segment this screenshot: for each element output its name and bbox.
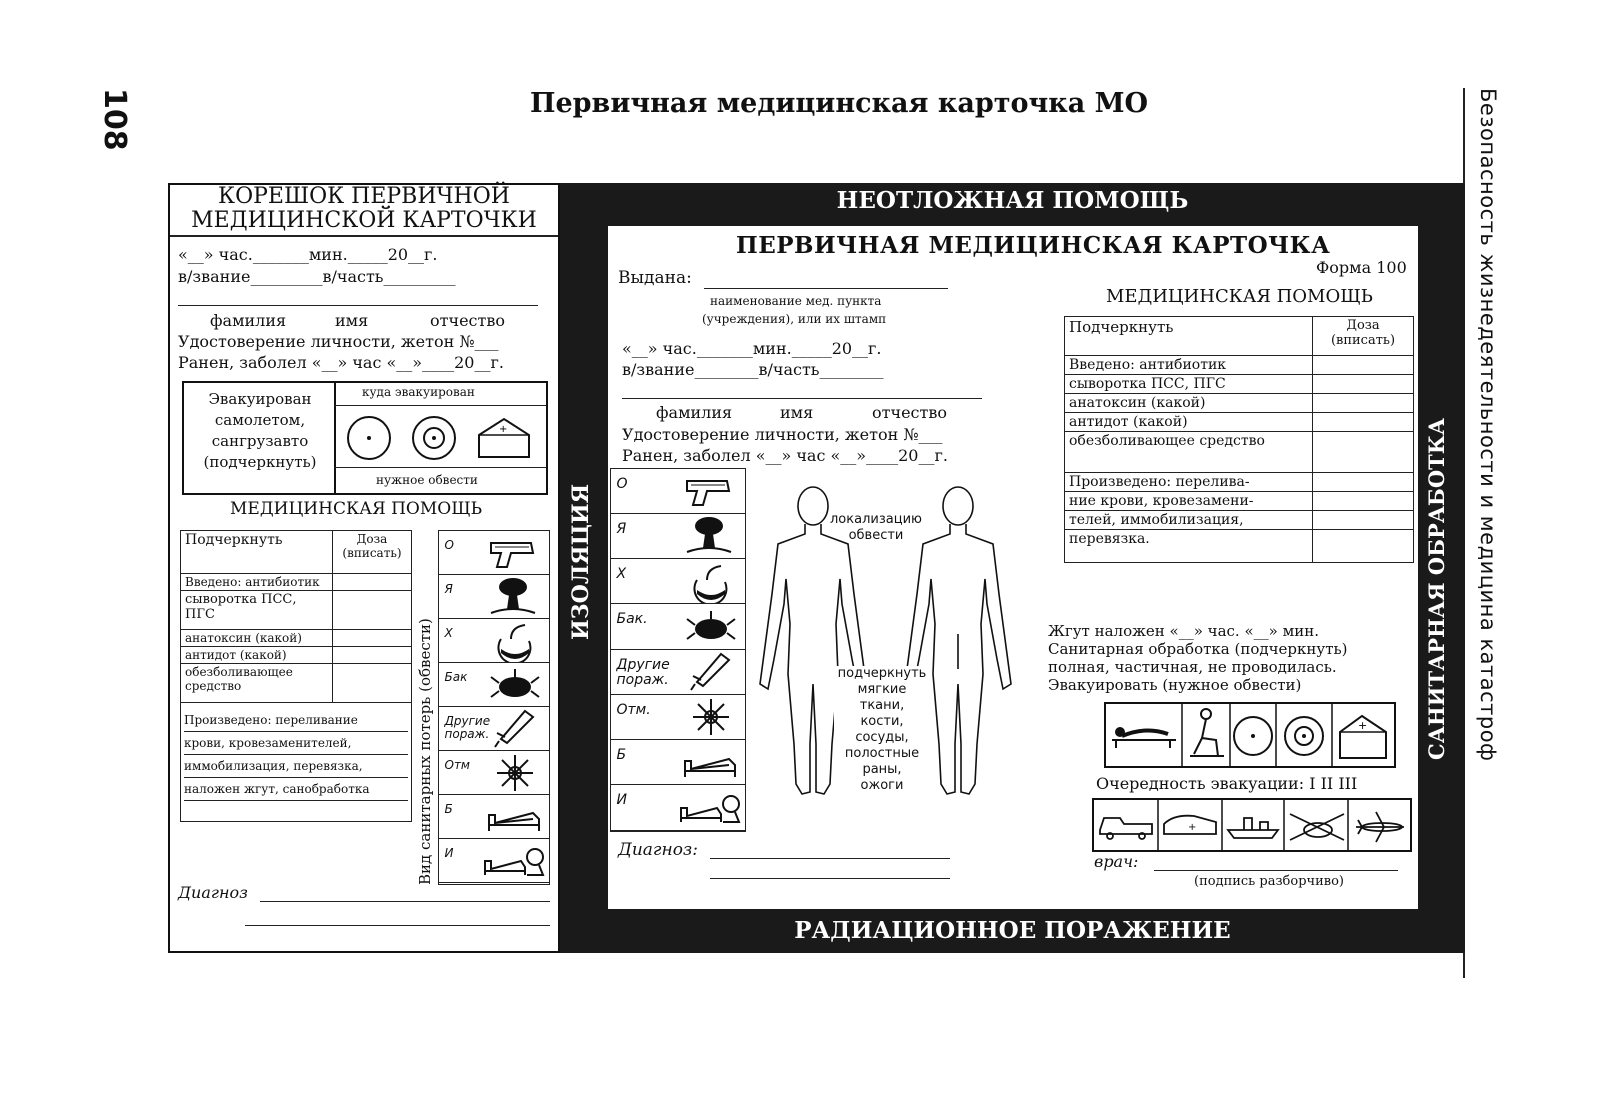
- doctor-label: врач:: [1094, 852, 1139, 871]
- stub-dose-cell[interactable]: [333, 630, 412, 647]
- dagger-icon: [495, 711, 533, 747]
- ship-icon: [1228, 818, 1278, 838]
- nuclear-mushroom-icon: [687, 517, 731, 552]
- plane-target-icon: [1234, 717, 1272, 755]
- card-title: ПЕРВИЧНАЯ МЕДИЦИНСКАЯ КАРТОЧКА: [736, 232, 1331, 259]
- chemical-flask-icon: [677, 560, 741, 604]
- bacteria-bug-icon: [687, 611, 735, 639]
- bed-patient-icon: [681, 796, 739, 822]
- card-dose-cell[interactable]: [1313, 511, 1414, 530]
- frost-burst-icon: [481, 751, 545, 795]
- issued-note2: (учреждения), или их штамп: [702, 312, 887, 326]
- stub-wounded-line: Ранен, заболел «__» час «__»____20__г.: [178, 353, 504, 372]
- icon-cell[interactable]: [438, 530, 550, 576]
- bed-icon: [481, 795, 545, 839]
- icon-cell[interactable]: [610, 513, 746, 560]
- icon-cell-label: Б: [616, 747, 627, 763]
- card-patronymic-label: отчество: [872, 403, 947, 422]
- bacteria-bug-icon: [491, 669, 539, 697]
- svg-text:+: +: [1358, 719, 1368, 732]
- nuclear-mushroom-icon: [677, 514, 741, 558]
- icon-cell-label: О: [616, 475, 628, 492]
- card-row-serum: сыворотка ПСС, ПГС: [1065, 375, 1313, 394]
- frost-burst-icon: [677, 695, 741, 739]
- card-row-anatoxin: анатоксин (какой): [1065, 394, 1313, 413]
- right-band-label: САНИТАРНАЯ ОБРАБОТКА: [1424, 418, 1449, 760]
- card-row-done2: ние крови, кровезамени-: [1065, 492, 1313, 511]
- tourniquet-line: Жгут наложен «__» час. «__» мин.: [1048, 622, 1320, 640]
- card-body: [608, 226, 1418, 909]
- icon-cell-label: И: [444, 845, 454, 860]
- stub-rank-line: в/звание_________в/часть_________: [178, 267, 456, 286]
- icon-cell-label: Другие пораж.: [444, 713, 491, 741]
- icon-cell-label: Отм: [444, 757, 470, 772]
- side-title: Безопасность жизнедеятельности и медицина катастроф: [1476, 88, 1500, 762]
- dagger-icon: [677, 650, 741, 694]
- pistol-icon: [677, 469, 741, 513]
- icon-cell-label: Бак: [444, 669, 468, 684]
- helicopter-icon: [1290, 814, 1344, 840]
- stub-row-serum: сыворотка ПСС, ПГС: [181, 591, 333, 630]
- card-dose-cell[interactable]: [1313, 413, 1414, 432]
- card-table-head-underline: Подчеркнуть: [1065, 317, 1313, 356]
- card-row-done3: телей, иммобилизация,: [1065, 511, 1313, 530]
- card-time-line: «__» час._______мин._____20__г.: [622, 339, 882, 358]
- stub-name-label: имя: [335, 311, 369, 330]
- icon-cell[interactable]: [438, 574, 550, 620]
- pistol-icon: [481, 531, 545, 575]
- bacteria-bug-icon: [481, 663, 545, 707]
- chemical-flask-icon: [481, 619, 545, 663]
- stub-vertical-label: Вид санитарных потерь (обвести): [416, 618, 434, 885]
- stub-evac-text: Эвакуирован самолетом, сангрузавто (подчеркнуть): [203, 390, 317, 471]
- bed-icon: [685, 759, 735, 777]
- stub-med-table: [180, 530, 412, 822]
- stretcher-icon: [1112, 728, 1176, 748]
- icon-cell[interactable]: [438, 838, 550, 884]
- stub-icon-column: [438, 530, 550, 885]
- left-band-label: ИЗОЛЯЦИЯ: [568, 483, 594, 640]
- bottom-band-label: РАДИАЦИОННОЕ ПОРАЖЕНИЕ: [794, 917, 1231, 944]
- card-stub: [168, 183, 560, 953]
- envelope-icon: [479, 419, 529, 457]
- frost-burst-icon: [693, 699, 729, 735]
- stub-dose-cell[interactable]: [333, 574, 412, 591]
- sanitation-line1: Санитарная обработка (подчеркнуть): [1048, 640, 1348, 658]
- ambulance-icon: [1164, 816, 1216, 834]
- icon-cell-label: Х: [616, 566, 627, 582]
- icon-cell[interactable]: [438, 706, 550, 752]
- bed-patient-icon: [481, 839, 545, 883]
- double-circle-icon: [413, 417, 455, 459]
- icon-cell-label: И: [616, 792, 627, 809]
- pistol-icon: [687, 481, 729, 505]
- sanitation-line2: полная, частичная, не проводилась.: [1048, 658, 1337, 676]
- svg-text:+: +: [499, 424, 508, 435]
- icon-cell[interactable]: [610, 694, 746, 741]
- icon-cell-label: Б: [444, 801, 453, 816]
- bacteria-bug-icon: [677, 605, 741, 649]
- card-dose-cell[interactable]: [1313, 356, 1414, 375]
- dagger-icon: [691, 654, 729, 690]
- stub-dose-cell[interactable]: [333, 664, 412, 703]
- card-icon-column: [610, 468, 746, 832]
- stub-surname-label: фамилия: [210, 311, 287, 330]
- localize-label: локализацию обвести: [830, 512, 922, 543]
- svg-text:+: +: [1188, 822, 1197, 833]
- page-number: 108: [97, 88, 132, 151]
- pistol-icon: [491, 543, 533, 567]
- stub-row-anatoxin: анатоксин (какой): [181, 630, 333, 647]
- double-circle-icon: [1285, 717, 1323, 755]
- stub-row-analgesic: обезболивающее средство: [181, 664, 333, 703]
- card-name-label: имя: [780, 403, 814, 422]
- icon-cell[interactable]: [610, 784, 746, 831]
- card-wounded-line: Ранен, заболел «__» час «__»____20__г.: [622, 446, 948, 465]
- icon-cell[interactable]: [610, 603, 746, 650]
- icon-cell-label: Бак.: [616, 611, 648, 628]
- stub-evac-where: куда эвакуирован: [362, 385, 475, 399]
- card-id-line: Удостоверение личности, жетон №___: [622, 425, 943, 444]
- stub-table-head-dose: Доза (вписать): [333, 531, 412, 574]
- card-dose-cell[interactable]: [1313, 394, 1414, 413]
- icon-cell[interactable]: [438, 794, 550, 840]
- chemical-flask-icon: [498, 625, 530, 663]
- card-dose-cell[interactable]: [1313, 432, 1414, 473]
- card-rank-line: в/звание________в/часть________: [622, 360, 884, 379]
- transport-box[interactable]: [1092, 798, 1412, 852]
- underline-wound-label: подчеркнуть мягкие ткани, кости, сосуды, полостные раны, ожоги: [834, 666, 930, 794]
- card-table-head-dose: Доза (вписать): [1313, 317, 1414, 356]
- stub-dose-cell[interactable]: [333, 591, 412, 630]
- bed-icon: [677, 741, 741, 785]
- icon-cell-label: Я: [444, 581, 453, 596]
- bed-icon: [489, 813, 539, 831]
- icon-cell[interactable]: [438, 618, 550, 664]
- seated-person-icon: [1190, 709, 1224, 756]
- icon-cell-label: Другие пораж.: [616, 656, 670, 688]
- card-surname-label: фамилия: [656, 403, 733, 422]
- stub-table-head-underline: Подчеркнуть: [181, 531, 333, 574]
- airplane-icon: [1356, 812, 1404, 842]
- card-row-done1: Произведено: перелива-: [1065, 473, 1313, 492]
- stub-med-heading: МЕДИЦИНСКАЯ ПОМОЩЬ: [230, 499, 483, 519]
- card-row-antidote: антидот (какой): [1065, 413, 1313, 432]
- stub-dose-cell[interactable]: [333, 647, 412, 664]
- card-row-analgesic: обезболивающее средство: [1065, 432, 1313, 473]
- stub-diagnosis-label: Диагноз: [178, 883, 248, 902]
- icon-cell[interactable]: [438, 662, 550, 708]
- nuclear-mushroom-icon: [491, 578, 535, 613]
- card-dose-cell[interactable]: [1313, 473, 1414, 492]
- nuclear-mushroom-icon: [481, 575, 545, 619]
- stub-id-line: Удостоверение личности, жетон №___: [178, 332, 499, 351]
- stub-row-antibiotic: Введено: антибиотик: [181, 574, 333, 591]
- chemical-flask-icon: [694, 566, 726, 604]
- stub-evac-circle: нужное обвести: [376, 473, 478, 487]
- icon-cell[interactable]: [610, 739, 746, 786]
- icon-cell-label: Я: [616, 520, 627, 537]
- card-row-done4: перевязка.: [1065, 530, 1313, 563]
- icon-cell[interactable]: [610, 558, 746, 605]
- icon-cell[interactable]: [610, 468, 746, 515]
- issued-note1: наименование мед. пункта: [710, 294, 882, 308]
- bed-patient-icon: [485, 849, 543, 875]
- card-diagnosis-label: Диагноз:: [618, 840, 698, 860]
- icon-cell-label: О: [444, 537, 454, 552]
- card-dose-cell[interactable]: [1313, 492, 1414, 511]
- stub-patronymic-label: отчество: [430, 311, 505, 330]
- evacuate-line: Эвакуировать (нужное обвести): [1048, 676, 1302, 694]
- bed-patient-icon: [677, 786, 741, 830]
- icon-cell-label: Отм.: [616, 701, 651, 718]
- stub-time-line: «__» час._______мин._____20__г.: [178, 245, 438, 264]
- ambulance-envelope-icon: [1340, 716, 1386, 758]
- card-form-number: Форма 100: [1316, 258, 1407, 277]
- card-dose-cell[interactable]: [1313, 375, 1414, 394]
- icon-cell[interactable]: [610, 649, 746, 696]
- card-dose-cell[interactable]: [1313, 530, 1414, 563]
- frost-burst-icon: [497, 755, 533, 791]
- icon-cell-label: Х: [444, 625, 453, 640]
- evac-order-line: Очередность эвакуации: I II III: [1096, 774, 1358, 793]
- stub-evac-icons: [344, 413, 544, 463]
- card-row-antibiotic: Введено: антибиотик: [1065, 356, 1313, 375]
- issued-label: Выдана:: [618, 268, 692, 288]
- card-med-table: [1064, 316, 1414, 563]
- evac-method-box[interactable]: [1104, 702, 1396, 768]
- card-med-heading: МЕДИЦИНСКАЯ ПОМОЩЬ: [1106, 286, 1373, 307]
- transport-icons: [1094, 800, 1410, 850]
- evac-method-icons: [1106, 704, 1394, 766]
- page-title: Первичная медицинская карточка МО: [530, 88, 1149, 119]
- dagger-icon: [481, 707, 545, 751]
- stub-row-antidote: антидот (какой): [181, 647, 333, 664]
- stub-heading: КОРЕШОК ПЕРВИЧНОЙ МЕДИЦИНСКОЙ КАРТОЧКИ: [191, 184, 537, 233]
- stub-evac-box: [182, 381, 548, 495]
- stub-done-block: Произведено: переливание крови, кровезаменителей, иммобилизация, перевязка, наложен жгут, санобработка: [180, 703, 412, 822]
- icon-cell[interactable]: [438, 750, 550, 796]
- signature-note: (подпись разборчиво): [1194, 874, 1345, 889]
- truck-icon: [1100, 818, 1152, 839]
- plane-target-icon: [348, 417, 390, 459]
- top-band-label: НЕОТЛОЖНАЯ ПОМОЩЬ: [836, 187, 1189, 214]
